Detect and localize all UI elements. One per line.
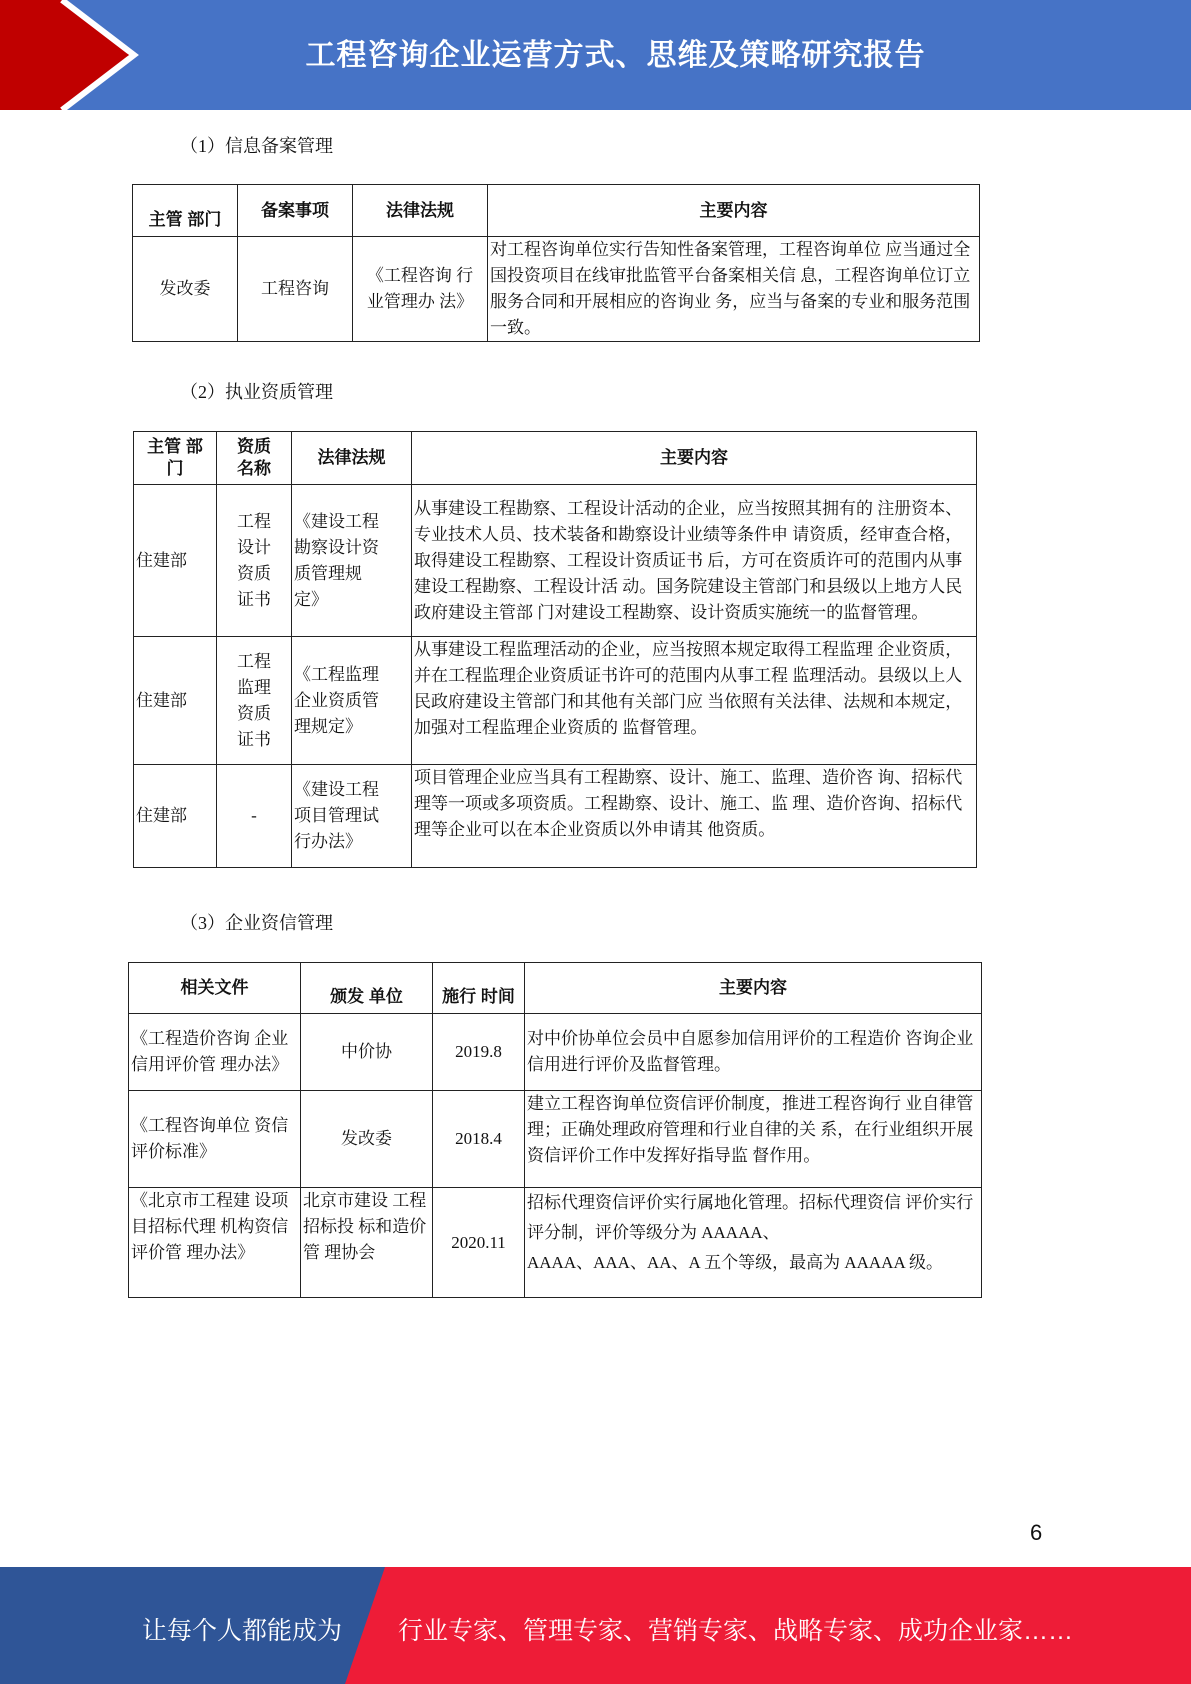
table-cell: 工程咨询: [238, 237, 353, 342]
footer-slogan-left: 让每个人都能成为: [142, 1617, 343, 1645]
table-header-row: [133, 185, 980, 237]
table-cell: 从事建设工程勘察、工程设计活动的企业，应当按照其拥有的 注册资本、专业技术人员、技术装备和勘察设计业绩等条件申 请资质，经审查合格，取得建设工程勘察、工程设计资质证书 后，方可在资质许可的范围内从事建设工程勘察、工程设计活 动。国务院建设主管部门和县级以上地方人民政府建设主管部 门对建设工程勘察、设计资质实施统一的监督管理。: [412, 485, 977, 637]
column-header: 备案事项: [238, 185, 353, 237]
table-row: [134, 637, 977, 765]
table-cell: 住建部: [134, 765, 217, 868]
table-cell: 发改委: [133, 237, 238, 342]
footer-banner: [0, 1567, 1191, 1684]
table-header-row: [134, 432, 977, 485]
column-header: 相关文件: [129, 963, 301, 1014]
column-header: 施行 时间: [433, 963, 525, 1014]
column-header: 法律法规: [292, 432, 412, 485]
footer-slogan-right: 行业专家、管理专家、营销专家、战略专家、成功企业家……: [398, 1617, 1074, 1645]
document-title: 工程咨询企业运营方式、思维及策略研究报告: [305, 39, 926, 72]
column-header: 主管 部门: [133, 185, 238, 237]
column-header: 主管 部 门: [134, 432, 217, 485]
table-cell: 建立工程咨询单位资信评价制度，推进工程咨询行 业自律管理；正确处理政府管理和行业自律的关 系，在行业组织开展资信评价工作中发挥好指导监 督作用。: [525, 1091, 982, 1188]
header-banner: [0, 0, 1191, 110]
table-cell: 2018.4: [433, 1091, 525, 1188]
column-header: 主要内容: [412, 432, 977, 485]
table-cell: 招标代理资信评价实行属地化管理。招标代理资信 评价实行评分制，评价等级分为 AAAAA、 AAAA、AAA、AA、A 五个等级，最高为 AAAAA 级。: [525, 1188, 982, 1298]
credit-table: [128, 962, 982, 1298]
column-header: 颁发 单位: [301, 963, 433, 1014]
page-number: 6: [1030, 1520, 1043, 1545]
table-row: [134, 485, 977, 637]
column-header: 法律法规: [353, 185, 488, 237]
table-header-row: [129, 963, 982, 1014]
table-cell: 《建设工程 勘察设计资 质管理规 定》: [292, 485, 412, 637]
table-cell: 中价协: [301, 1014, 433, 1091]
table-row: [129, 1188, 982, 1298]
table-cell: 住建部: [134, 637, 217, 765]
table-cell: -: [217, 765, 292, 868]
section-title-qualification: （2）执业资质管理: [180, 382, 333, 402]
table-row: [129, 1091, 982, 1188]
table-cell: 《北京市工程建 设项目招标代理 机构资信评价管 理办法》: [129, 1188, 301, 1298]
table-cell: 北京市建设 工程招标投 标和造价管 理协会: [301, 1188, 433, 1298]
table-cell: 工程 监理 资质 证书: [217, 637, 292, 765]
table-cell: 从事建设工程监理活动的企业，应当按照本规定取得工程监理 企业资质，并在工程监理企业资质证书许可的范围内从事工程 监理活动。县级以上人民政府建设主管部门和其他有关部门应 当依照有关法律、法规和本规定，加强对工程监理企业资质的 监督管理。: [412, 637, 977, 765]
table-cell: 《工程造价咨询 企业信用评价管 理办法》: [129, 1014, 301, 1091]
table-cell: 对工程咨询单位实行告知性备案管理，工程咨询单位 应当通过全国投资项目在线审批监管平台备案相关信 息，工程咨询单位订立服务合同和开展相应的咨询业 务，应当与备案的专业和服务范围一致。: [488, 237, 980, 342]
table-cell: 2020.11: [433, 1188, 525, 1298]
column-header: 资质 名称: [217, 432, 292, 485]
table-row: [133, 237, 980, 342]
section-title-info-filing: （1）信息备案管理: [180, 136, 333, 156]
table-cell: 《工程咨询单位 资信评价标准》: [129, 1091, 301, 1188]
table-row: [134, 765, 977, 868]
table-cell: 《建设工程 项目管理试 行办法》: [292, 765, 412, 868]
table-cell: 《工程咨询 行 业管理办 法》: [353, 237, 488, 342]
info-filing-table: [132, 184, 980, 342]
table-cell: 住建部: [134, 485, 217, 637]
qualification-table: [133, 431, 977, 868]
column-header: 主要内容: [525, 963, 982, 1014]
table-cell: 《工程监理 企业资质管 理规定》: [292, 637, 412, 765]
table-cell: 项目管理企业应当具有工程勘察、设计、施工、监理、造价咨 询、招标代理等一项或多项资质。工程勘察、设计、施工、监 理、造价咨询、招标代理等企业可以在本企业资质以外申请其 他资质。: [412, 765, 977, 868]
section-title-credit: （3）企业资信管理: [180, 913, 333, 933]
column-header: 主要内容: [488, 185, 980, 237]
table-cell: 对中价协单位会员中自愿参加信用评价的工程造价 咨询企业信用进行评价及监督管理。: [525, 1014, 982, 1091]
table-cell: 工程 设计 资质 证书: [217, 485, 292, 637]
table-cell: 发改委: [301, 1091, 433, 1188]
table-row: [129, 1014, 982, 1091]
table-cell: 2019.8: [433, 1014, 525, 1091]
